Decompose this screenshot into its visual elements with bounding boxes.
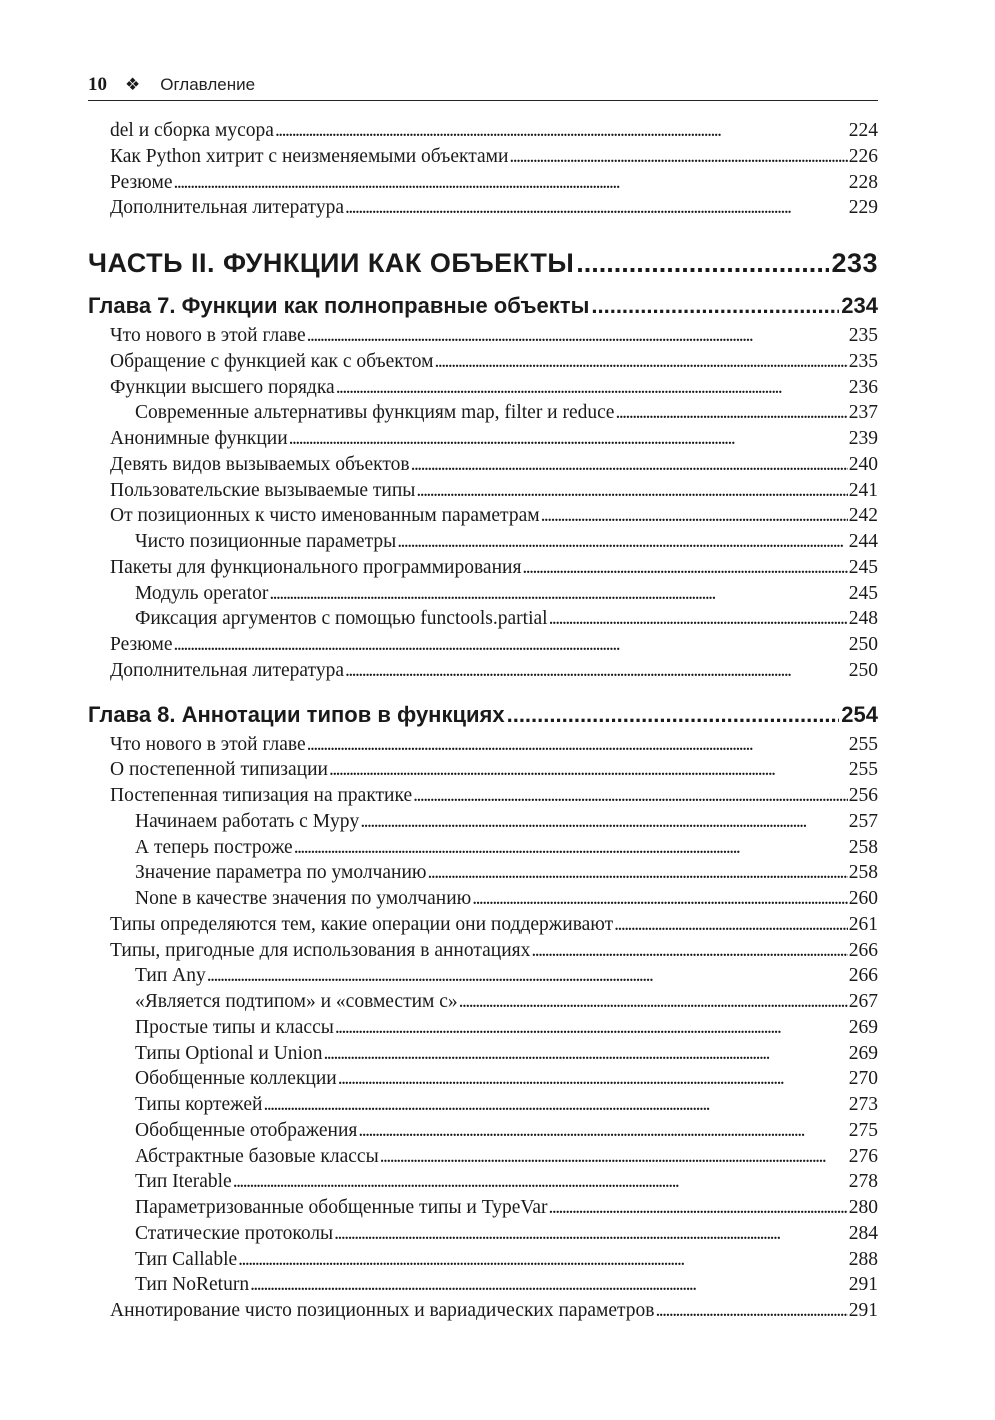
leader-dots <box>614 912 848 938</box>
toc-entry[interactable] <box>88 478 878 504</box>
leader-dots <box>174 632 848 658</box>
toc-subentry[interactable] <box>88 1015 878 1041</box>
toc-entry-label: Типы, пригодные для использования в аннотациях <box>110 939 531 961</box>
leader-dots <box>275 118 848 144</box>
toc-entry-label: Резюме <box>110 634 173 655</box>
toc-entry-label: Функции высшего порядка <box>110 376 335 398</box>
toc-entry-page: 260 <box>848 888 878 909</box>
toc-subentry[interactable] <box>88 860 878 886</box>
toc-entry[interactable] <box>88 732 878 758</box>
toc-entry-label: Тип NoReturn <box>135 1274 250 1296</box>
toc-subentry[interactable] <box>88 529 878 555</box>
leader-dots <box>380 1144 848 1170</box>
toc-entry-page: 228 <box>848 171 878 193</box>
leader-dots <box>174 170 848 196</box>
toc-entry-page: 244 <box>848 531 878 552</box>
toc-entry[interactable] <box>88 118 878 144</box>
toc-subentry[interactable] <box>88 1195 878 1221</box>
toc-entry-label: Значение параметра по умолчанию <box>135 862 427 884</box>
toc-subentry[interactable] <box>88 809 878 835</box>
leader-dots <box>336 375 848 401</box>
leader-dots <box>360 809 847 835</box>
toc-entry-label: Фиксация аргументов с помощью functools.partial <box>135 608 548 630</box>
chapter-page: 254 <box>841 701 878 727</box>
toc-entry-label: О постепенной типизации <box>110 759 328 781</box>
leader-dots <box>428 860 848 886</box>
part-page: 233 <box>831 248 878 278</box>
toc-entry-label: Аннотирование чисто позиционных и вариадических параметров <box>110 1300 655 1321</box>
leader-dots <box>338 1066 848 1092</box>
leader-dots <box>416 478 847 504</box>
toc-entry-label: Резюме <box>110 171 173 193</box>
leader-dots <box>233 1169 848 1195</box>
toc-entry-label: Абстрактные базовые классы <box>135 1145 379 1167</box>
toc-entry[interactable] <box>88 658 878 684</box>
toc-entry-label: Что нового в этой главе <box>110 325 306 346</box>
toc-entry[interactable] <box>88 170 878 196</box>
toc-entry-label: del и сборка мусора <box>110 120 274 141</box>
leader-dots <box>323 1041 847 1067</box>
chapter-page: 234 <box>841 293 878 318</box>
chapter-heading-8[interactable] <box>88 698 878 732</box>
toc-entry-label: Пользовательские вызываемые типы <box>110 479 416 501</box>
toc-subentry[interactable] <box>88 1041 878 1067</box>
toc-entry[interactable] <box>88 555 878 581</box>
toc-subentry[interactable] <box>88 400 878 426</box>
chapter-7-entries <box>88 323 878 684</box>
toc-entry-page: 250 <box>848 634 878 655</box>
part-heading[interactable] <box>88 243 878 283</box>
leader-dots <box>269 581 847 607</box>
toc-entry-label: «Является подтипом» и «совместим с» <box>135 991 458 1012</box>
chapter-heading-7[interactable] <box>88 289 878 323</box>
toc-entry-label: Начинаем работать с Mypy <box>135 810 360 832</box>
toc-entry[interactable] <box>88 323 878 349</box>
part-title: ЧАСТЬ II. ФУНКЦИИ КАК ОБЪЕКТЫ <box>88 248 575 278</box>
leader-dots <box>655 1298 847 1324</box>
leader-dots <box>541 503 848 529</box>
leader-dots <box>615 400 847 426</box>
chapter-title: Глава 7. Функции как полноправные объекты <box>88 293 590 318</box>
toc-entry-page: 240 <box>848 453 878 475</box>
leader-dots <box>413 783 848 809</box>
toc-entry-page: 250 <box>848 659 878 681</box>
toc-entry[interactable] <box>88 783 878 809</box>
chapter-title: Глава 8. Аннотации типов в функциях <box>88 701 505 727</box>
toc-entry-page: 229 <box>848 197 878 219</box>
toc-entry-page: 273 <box>848 1094 878 1115</box>
chapter-8-entries <box>88 732 878 1324</box>
toc-entry-label: Дополнительная литература <box>110 197 344 219</box>
toc-entry[interactable] <box>88 375 878 401</box>
toc-entry-page: 239 <box>848 428 878 449</box>
toc-entry-page: 261 <box>848 913 878 935</box>
toc-entry[interactable] <box>88 452 878 478</box>
toc-entry-page: 257 <box>848 810 878 832</box>
toc-entry-page: 276 <box>848 1145 878 1167</box>
leader-dots <box>507 698 840 732</box>
toc-entry-page: 258 <box>848 836 878 858</box>
leader-dots <box>250 1272 848 1298</box>
leader-dots <box>576 243 829 283</box>
toc-entry-page: 235 <box>848 350 878 372</box>
toc-entry-page: 235 <box>848 325 878 346</box>
leader-dots <box>435 349 848 375</box>
running-title: Оглавление <box>160 75 256 94</box>
toc-entry-page: 291 <box>848 1300 878 1321</box>
toc-entry[interactable] <box>88 503 878 529</box>
toc-entry-label: Обращение с функцией как с объектом <box>110 350 434 372</box>
leader-dots <box>307 323 848 349</box>
toc-entry-label: Модуль operator <box>135 582 269 604</box>
toc-entry-page: 270 <box>848 1068 878 1090</box>
toc-entry-page: 241 <box>848 479 878 501</box>
toc-entry-page: 280 <box>848 1197 878 1218</box>
toc-entry-label: Типы Optional и Union <box>135 1042 323 1064</box>
toc-entry-label: Что нового в этой главе <box>110 733 306 755</box>
toc-entry-page: 266 <box>848 965 878 987</box>
toc-entry-page: 269 <box>848 1042 878 1064</box>
toc-entry-label: Обобщенные коллекции <box>135 1068 337 1090</box>
leader-dots <box>345 195 848 221</box>
page-number: 10 <box>88 74 107 95</box>
leader-dots <box>307 732 848 758</box>
toc-subentry[interactable] <box>88 1066 878 1092</box>
toc-entry-label: Дополнительная литература <box>110 659 344 681</box>
toc-entry-label: Типы кортежей <box>135 1094 263 1115</box>
toc-entry-label: Анонимные функции <box>110 428 288 449</box>
toc-entry[interactable] <box>88 938 878 964</box>
leader-dots <box>294 835 848 861</box>
leader-dots <box>335 1015 848 1041</box>
toc-entry-label: Постепенная типизация на практике <box>110 785 413 806</box>
toc-subentry[interactable] <box>88 1092 878 1118</box>
leader-dots <box>531 938 847 964</box>
toc-entry-label: Типы определяются тем, какие операции они поддерживают <box>110 913 614 935</box>
toc-entry-page: 236 <box>848 376 878 398</box>
toc-entry[interactable] <box>88 144 878 170</box>
toc-entry-label: Параметризованные обобщенные типы и TypeVar <box>135 1197 548 1218</box>
leader-dots <box>238 1247 848 1273</box>
toc-entry-page: 291 <box>848 1274 878 1296</box>
toc-entry-page: 284 <box>848 1222 878 1244</box>
leader-dots <box>591 289 839 323</box>
toc-subentry[interactable] <box>88 606 878 632</box>
toc-entry-label: От позиционных к чисто именованным параметрам <box>110 505 540 527</box>
page-header <box>88 70 878 101</box>
toc-subentry[interactable] <box>88 1247 878 1273</box>
toc-entry[interactable] <box>88 1298 878 1324</box>
toc-entry-page: 242 <box>848 505 878 527</box>
leader-dots <box>411 452 848 478</box>
toc-entry[interactable] <box>88 632 878 658</box>
toc-entry[interactable] <box>88 757 878 783</box>
toc-entry[interactable] <box>88 195 878 221</box>
toc-entry[interactable] <box>88 912 878 938</box>
toc-entry-page: 245 <box>848 582 878 604</box>
toc-subentry[interactable] <box>88 835 878 861</box>
toc-subentry[interactable] <box>88 886 878 912</box>
toc-subentry[interactable] <box>88 1118 878 1144</box>
toc-entry-label: Девять видов вызываемых объектов <box>110 453 410 475</box>
leader-dots <box>509 144 847 170</box>
leader-dots <box>549 1195 848 1221</box>
leader-dots <box>397 529 848 555</box>
toc-entry-page: 278 <box>848 1171 878 1193</box>
leader-dots <box>549 606 848 632</box>
toc-entry-label: Обобщенные отображения <box>135 1119 358 1141</box>
toc-entry-label: None в качестве значения по умолчанию <box>135 888 472 909</box>
leader-dots <box>329 757 848 783</box>
top-entries <box>88 118 878 221</box>
leader-dots <box>358 1118 847 1144</box>
toc-entry-label: Тип Callable <box>135 1248 238 1270</box>
toc-entry-label: Статические протоколы <box>135 1222 334 1244</box>
toc-entry-page: 245 <box>848 556 878 578</box>
toc-entry-label: Современные альтернативы функциям map, filter и reduce <box>135 402 615 424</box>
toc-entry-page: 267 <box>848 991 878 1012</box>
toc-entry-page: 266 <box>848 939 878 961</box>
toc-subentry[interactable] <box>88 1272 878 1298</box>
toc-entry-page: 255 <box>848 733 878 755</box>
toc-entry-label: Как Python хитрит с неизменяемыми объектами <box>110 145 509 167</box>
toc-subentry[interactable] <box>88 963 878 989</box>
leader-dots <box>459 989 848 1015</box>
leader-dots <box>522 555 847 581</box>
leader-dots <box>289 426 848 452</box>
toc-entry-page: 288 <box>848 1248 878 1270</box>
toc-entry[interactable] <box>88 349 878 375</box>
leader-dots <box>345 658 848 684</box>
toc-entry-label: Пакеты для функционального программирования <box>110 556 522 578</box>
leader-dots <box>334 1221 848 1247</box>
toc-entry-page: 258 <box>848 862 878 884</box>
ornament-icon: ❖ <box>125 75 141 94</box>
toc-entry-label: Тип Iterable <box>135 1171 232 1193</box>
toc-entry-label: А теперь построже <box>135 836 293 858</box>
toc-entry-page: 269 <box>848 1016 878 1038</box>
toc-subentry[interactable] <box>88 1221 878 1247</box>
toc-entry-page: 224 <box>848 120 878 141</box>
toc-entry-page: 275 <box>848 1119 878 1141</box>
table-of-contents <box>88 118 878 1324</box>
toc-subentry[interactable] <box>88 1169 878 1195</box>
toc-entry-label: Простые типы и классы <box>135 1016 334 1038</box>
toc-entry-page: 237 <box>848 402 878 424</box>
toc-subentry[interactable] <box>88 1144 878 1170</box>
toc-subentry[interactable] <box>88 989 878 1015</box>
leader-dots <box>263 1092 847 1118</box>
toc-entry-label: Тип Any <box>135 965 206 987</box>
toc-entry-page: 226 <box>848 145 878 167</box>
leader-dots <box>472 886 848 912</box>
toc-entry-label: Чисто позиционные параметры <box>135 531 397 552</box>
toc-subentry[interactable] <box>88 581 878 607</box>
toc-entry[interactable] <box>88 426 878 452</box>
toc-entry-page: 248 <box>848 608 878 630</box>
toc-entry-page: 256 <box>848 785 878 806</box>
toc-entry-page: 255 <box>848 759 878 781</box>
leader-dots <box>207 963 848 989</box>
